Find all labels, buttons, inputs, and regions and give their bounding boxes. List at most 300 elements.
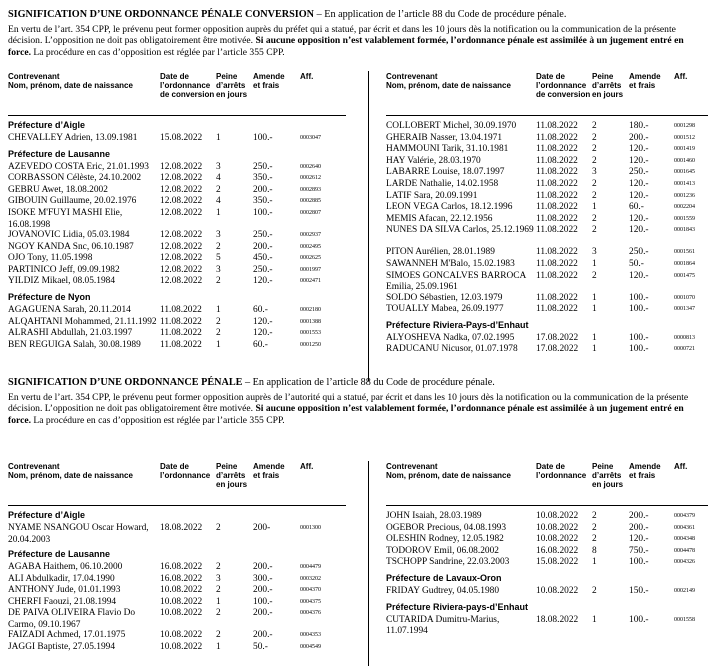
- contrevenant-name: SOLDO Sébastien, 12.03.1979: [386, 292, 503, 303]
- ordonnance-date: 10.08.2022: [536, 511, 579, 521]
- amende-frais: 60.-: [629, 202, 644, 213]
- peine-jours: 2: [592, 155, 597, 166]
- header-line: de conversion: [536, 90, 591, 99]
- amende-frais: 120.-: [629, 155, 649, 166]
- header-line: Peine: [592, 462, 614, 471]
- header-line: Aff.: [300, 72, 314, 81]
- affaire-number: 0001347: [674, 306, 695, 313]
- table-row: [8, 562, 346, 574]
- header-line: en jours: [592, 90, 624, 99]
- peine-jours: 2: [592, 585, 597, 596]
- amende-frais: 250.-: [253, 161, 273, 172]
- peine-jours: 3: [592, 247, 597, 258]
- table-header: [386, 71, 708, 116]
- contrevenant-name: TOUALLY Mabea, 26.09.1977: [386, 304, 504, 315]
- affaire-number: 0001236: [674, 192, 695, 199]
- peine-jours: 8: [592, 545, 597, 556]
- header-line: et frais: [253, 471, 280, 480]
- table-row: [8, 162, 346, 174]
- ordonnance-date: 11.08.2022: [536, 167, 578, 178]
- peine-jours: 1: [592, 614, 597, 625]
- peine-jours: 2: [592, 213, 597, 224]
- table-row: [386, 534, 708, 546]
- header-line: en jours: [592, 480, 624, 489]
- affaire-number: 0002180: [300, 306, 321, 313]
- peine-jours: 2: [592, 270, 597, 281]
- ordonnance-date: 11.08.2022: [536, 213, 578, 224]
- table-row: [386, 133, 708, 145]
- table-row: [386, 557, 708, 569]
- contrevenant-name: ISOKE M'FUYI MASHI Elie, 16.08.1998: [8, 207, 123, 230]
- ordonnance-date: 11.08.2022: [536, 121, 578, 131]
- peine-jours: 2: [592, 121, 597, 131]
- amende-frais: 200.-: [253, 241, 273, 252]
- header-line: Amende: [253, 72, 285, 81]
- column-divider: [368, 461, 369, 666]
- header-line: Aff.: [674, 72, 688, 81]
- header-peine: [592, 72, 623, 99]
- amende-frais: 100.-: [629, 614, 649, 625]
- amende-frais: 100.-: [253, 207, 273, 218]
- amende-frais: 200-: [253, 523, 271, 533]
- amende-frais: 100.-: [629, 292, 649, 303]
- header-peine: [216, 72, 247, 99]
- amende-frais: 120.-: [253, 276, 273, 287]
- contrevenant-name: GEBRU Awet, 18.08.2002: [8, 184, 108, 195]
- table-row: [8, 585, 346, 597]
- header-line: Peine: [216, 462, 238, 471]
- header-line: en jours: [216, 480, 248, 489]
- table-row: [8, 276, 346, 288]
- amende-frais: 100.-: [629, 304, 649, 315]
- ordonnance-date: 10.08.2022: [536, 522, 579, 533]
- peine-jours: 1: [216, 207, 221, 218]
- contrevenant-name: CUTARIDA Dumitru-Marius, 11.07.1994: [386, 614, 500, 637]
- header-line: l’ordonnance: [536, 471, 587, 480]
- table-header: [8, 71, 346, 116]
- ordonnance-date: 12.08.2022: [160, 207, 203, 218]
- affaire-number: 0002204: [674, 204, 695, 211]
- peine-jours: 2: [592, 522, 597, 533]
- header-peine: [592, 462, 623, 489]
- header-date: [160, 462, 210, 480]
- contrevenant-name: JOVANOVIC Lidia, 05.03.1984: [8, 229, 130, 240]
- section-intro: En vertu de l’art. 354 CPP, le prévenu peut former opposition auprès de l’autorité qui a statué, par écrit et dans les 10 jours dès la notification ou la communication de la présente décision. L’opposition ne doit pas obligatoirement être motivée. Si aucune opposition n’est valablement formée, l’ordonnance pénale est assimilée à un jugement entré en force. La procédure en cas d’opposition est réglée par l’article 355 CPP.: [8, 392, 689, 426]
- peine-jours: 1: [216, 641, 221, 652]
- amende-frais: 250.-: [629, 167, 649, 178]
- amende-frais: 120.-: [629, 144, 649, 155]
- ordonnance-date: 11.08.2022: [536, 292, 578, 303]
- ordonnance-date: 12.08.2022: [160, 241, 203, 252]
- ordonnance-date: 11.08.2022: [536, 225, 578, 236]
- contrevenant-name: NGOY KANDA Snc, 06.10.1987: [8, 241, 134, 252]
- peine-jours: 1: [592, 202, 597, 213]
- prefecture-heading: Préfecture de Nyon: [8, 291, 91, 302]
- ordonnance-date: 12.08.2022: [160, 173, 203, 184]
- amende-frais: 120.-: [253, 328, 273, 339]
- contrevenant-name: BEN REGUIGA Salah, 30.08.1989: [8, 339, 141, 350]
- ordonnance-date: 17.08.2022: [536, 344, 579, 355]
- peine-jours: 2: [592, 534, 597, 545]
- peine-jours: 1: [592, 258, 597, 269]
- contrevenant-name: LATIF Sara, 20.09.1991: [386, 190, 478, 201]
- amende-frais: 150.-: [629, 585, 649, 596]
- affaire-number: 0002612: [300, 175, 321, 182]
- affaire-number: 0002640: [300, 163, 321, 170]
- amende-frais: 120.-: [629, 213, 649, 224]
- table-row: [386, 167, 708, 179]
- peine-jours: 1: [592, 304, 597, 315]
- header-aff: [674, 72, 687, 81]
- section-intro: En vertu de l’art. 354 CPP, le prévenu peut former opposition auprès du préfet qui a statué, par écrit et dans les 10 jours dès la notification ou la communication de la présente décision. L’opposition ne doit pas obligatoirement être motivée. Si aucune opposition n’est valablement formée, l’ordonnance pénale est assimilée à un jugement entré en force. La procédure en cas d’opposition est réglée par l’article 355 CPP.: [8, 24, 684, 58]
- header-line: Contrevenant: [386, 462, 438, 471]
- ordonnance-date: 10.08.2022: [160, 596, 203, 607]
- peine-jours: 1: [592, 557, 597, 568]
- table-header: [8, 461, 346, 506]
- table-row: [386, 271, 708, 293]
- peine-jours: 1: [216, 339, 221, 350]
- ordonnance-date: 11.08.2022: [536, 247, 578, 258]
- affaire-number: 0004549: [300, 643, 321, 650]
- affaire-number: 0000721: [674, 346, 695, 353]
- peine-jours: 2: [216, 630, 221, 641]
- section-conversion: [8, 9, 708, 355]
- affaire-number: 0002149: [674, 587, 695, 594]
- header-line: Date de: [536, 72, 565, 81]
- affaire-number: 0001558: [674, 616, 695, 623]
- ordonnance-date: 11.08.2022: [536, 202, 578, 213]
- contrevenant-name: ALQAHTANI Mohammed, 21.11.1992: [8, 316, 157, 327]
- ordonnance-date: 11.08.2022: [536, 190, 578, 201]
- table-row: [386, 511, 708, 523]
- peine-jours: 3: [216, 573, 221, 584]
- affaire-number: 0001460: [674, 157, 695, 164]
- section-ordonnance: [8, 377, 708, 652]
- table-header: [386, 461, 708, 506]
- peine-jours: 2: [592, 144, 597, 155]
- header-line: Peine: [592, 72, 614, 81]
- table-row: [386, 546, 708, 558]
- header-date: [536, 72, 590, 99]
- header-name: [8, 72, 133, 90]
- affaire-number: 0002495: [300, 243, 321, 250]
- affaire-number: 0000813: [674, 334, 695, 341]
- header-line: de conversion: [160, 90, 215, 99]
- header-line: Amende: [629, 72, 661, 81]
- ordonnance-date: 11.08.2022: [160, 339, 202, 350]
- table-row: [8, 230, 346, 242]
- affaire-number: 0004375: [300, 598, 321, 605]
- contrevenant-name: OGEBOR Precious, 04.08.1993: [386, 522, 507, 533]
- table-row: [386, 202, 708, 214]
- header-aff: [300, 72, 313, 81]
- peine-jours: 2: [216, 316, 221, 327]
- affaire-number: 0003202: [300, 575, 321, 582]
- peine-jours: 2: [592, 511, 597, 521]
- table-row: [8, 305, 346, 317]
- table-row: [8, 317, 346, 329]
- affaire-number: 0003047: [300, 135, 321, 141]
- table-row: [386, 523, 708, 535]
- amende-frais: 100.-: [253, 596, 273, 607]
- contrevenant-name: CORBASSON Célèste, 24.10.2002: [8, 173, 142, 184]
- peine-jours: 4: [216, 173, 221, 184]
- ordonnance-date: 11.08.2022: [160, 316, 202, 327]
- affaire-number: 0004370: [300, 587, 321, 594]
- contrevenant-name: TSCHOPP Sandrine, 22.03.2003: [386, 557, 510, 568]
- affaire-number: 0004361: [674, 524, 695, 531]
- affaire-number: 0002893: [300, 186, 321, 193]
- prefecture-heading: Préfecture de Lausanne: [8, 549, 111, 559]
- affaire-number: 0001843: [674, 227, 695, 234]
- prefecture-heading: Préfecture de Lausanne: [8, 148, 111, 159]
- table-row: [8, 253, 346, 265]
- header-date: [536, 462, 586, 480]
- ordonnance-date: 12.08.2022: [160, 161, 203, 172]
- header-line: l’ordonnance: [160, 81, 211, 90]
- column-divider: [368, 71, 369, 381]
- contrevenant-name: DE PAIVA OLIVEIRA Flavio Do Carmo, 09.10.1967: [8, 608, 136, 630]
- amende-frais: 200.-: [629, 522, 649, 533]
- header-date: [160, 72, 214, 99]
- ordonnance-date: 15.08.2022: [536, 557, 579, 568]
- peine-jours: 2: [592, 178, 597, 189]
- peine-jours: 2: [592, 225, 597, 236]
- contrevenant-name: SAWANNEH M'Balo, 15.02.1983: [386, 258, 515, 269]
- contrevenant-name: AGAGUENA Sarah, 20.11.2014: [8, 304, 131, 315]
- table-row: [8, 642, 346, 654]
- ordonnance-date: 16.08.2022: [160, 573, 203, 584]
- table-row: [8, 630, 346, 642]
- table-row: [386, 615, 708, 637]
- ordonnance-date: 12.08.2022: [160, 229, 203, 240]
- table-row: [386, 121, 708, 133]
- header-line: Aff.: [300, 462, 314, 471]
- affaire-number: 0002885: [300, 198, 321, 205]
- ordonnance-date: 10.08.2022: [160, 630, 203, 641]
- affaire-number: 0004379: [674, 513, 695, 519]
- left-column: [8, 461, 346, 654]
- affaire-number: 0004326: [674, 559, 695, 566]
- header-line: d’arrêts: [592, 81, 622, 90]
- prefecture-heading: Préfecture Riviera-pays-d’Enhaut: [386, 601, 529, 612]
- peine-jours: 2: [216, 241, 221, 252]
- right-column: [386, 71, 708, 356]
- header-line: Amende: [253, 462, 285, 471]
- table-row: [8, 574, 346, 586]
- ordonnance-date: 11.08.2022: [536, 270, 578, 281]
- contrevenant-name: GIBOUIN Guillaume, 20.02.1976: [8, 196, 137, 207]
- contrevenant-name: AZEVEDO COSTA Eric, 21.01.1993: [8, 161, 149, 172]
- ordonnance-date: 12.08.2022: [160, 276, 203, 287]
- right-column: [386, 461, 708, 637]
- prefecture-heading: Préfecture d’Aigle: [8, 510, 86, 520]
- ordonnance-date: 11.08.2022: [536, 304, 578, 315]
- header-amende: [629, 72, 661, 90]
- amende-frais: 180.-: [629, 121, 649, 131]
- contrevenant-name: MEMIS Afacan, 22.12.1956: [386, 213, 493, 224]
- peine-jours: 3: [216, 229, 221, 240]
- contrevenant-name: ALI Abdulkadir, 17.04.1990: [8, 573, 115, 584]
- contrevenant-name: ANTHONY Jude, 01.01.1993: [8, 585, 121, 596]
- table-row: [8, 328, 346, 340]
- contrevenant-name: YILDIZ Mikael, 08.05.1984: [8, 276, 116, 287]
- amende-frais: 200.-: [253, 608, 273, 619]
- affaire-number: 0001250: [300, 341, 321, 348]
- affaire-number: 0002625: [300, 255, 321, 262]
- header-line: d’arrêts: [216, 81, 246, 90]
- contrevenant-name: CHERFI Faouzi, 21.08.1994: [8, 596, 117, 607]
- affaire-number: 0001864: [674, 260, 695, 267]
- amende-frais: 120.-: [629, 178, 649, 189]
- contrevenant-name: PARTINICO Jeff, 09.09.1982: [8, 264, 120, 275]
- left-column: [8, 71, 346, 351]
- contrevenant-name: JAGGI Baptiste, 27.05.1994: [8, 641, 116, 652]
- contrevenant-name: LEON VEGA Carlos, 18.12.1996: [386, 202, 513, 213]
- affaire-number: 0004353: [300, 632, 321, 639]
- amende-frais: 200.-: [253, 184, 273, 195]
- peine-jours: 1: [216, 304, 221, 315]
- affaire-number: 0001475: [674, 272, 695, 279]
- amende-frais: 120.-: [629, 190, 649, 201]
- ordonnance-date: 18.08.2022: [160, 523, 203, 533]
- header-name: [386, 72, 511, 90]
- ordonnance-date: 11.08.2022: [536, 178, 578, 189]
- contrevenant-name: CHEVALLEY Adrien, 13.09.1981: [8, 133, 138, 143]
- ordonnance-date: 12.08.2022: [160, 264, 203, 275]
- header-line: Nom, prénom, date de naissance: [386, 471, 511, 480]
- affaire-number: 0001300: [300, 525, 321, 531]
- ordonnance-date: 11.08.2022: [160, 328, 202, 339]
- header-peine: [216, 462, 247, 489]
- amende-frais: 350.-: [253, 173, 273, 184]
- contrevenant-name: HAY Valérie, 28.03.1970: [386, 155, 481, 166]
- affaire-number: 0001559: [674, 215, 695, 222]
- ordonnance-date: 10.08.2022: [160, 585, 203, 596]
- affaire-number: 0004478: [674, 547, 695, 554]
- header-line: Aff.: [674, 462, 688, 471]
- amende-frais: 200.-: [253, 630, 273, 641]
- ordonnance-date: 15.08.2022: [160, 133, 203, 143]
- peine-jours: 2: [216, 523, 221, 533]
- peine-jours: 2: [216, 184, 221, 195]
- peine-jours: 5: [216, 253, 221, 264]
- table-row: [386, 586, 708, 598]
- contrevenant-name: OLESHIN Rodney, 12.05.1982: [386, 534, 504, 545]
- ordonnance-date: 12.08.2022: [160, 184, 203, 195]
- ordonnance-date: 16.08.2022: [536, 545, 579, 556]
- amende-frais: 50.-: [629, 258, 644, 269]
- ordonnance-date: 11.08.2022: [536, 258, 578, 269]
- header-line: en jours: [216, 90, 248, 99]
- ordonnance-date: 11.08.2022: [536, 155, 578, 166]
- affaire-number: 0001070: [674, 294, 695, 301]
- affaire-number: 0001298: [674, 123, 695, 129]
- ordonnance-date: 12.08.2022: [160, 196, 203, 207]
- affaire-number: 0001553: [300, 330, 321, 337]
- peine-jours: 2: [592, 132, 597, 143]
- table-row: [8, 185, 346, 197]
- table-row: [8, 597, 346, 609]
- contrevenant-name: TODOROV Emil, 06.08.2002: [386, 545, 499, 556]
- header-line: et frais: [629, 471, 656, 480]
- affaire-number: 0001997: [300, 266, 321, 273]
- peine-jours: 2: [216, 585, 221, 596]
- ordonnance-date: 18.08.2022: [536, 614, 579, 625]
- contrevenant-name: JOHN Isaiah, 28.03.1989: [386, 511, 482, 521]
- affaire-number: 0002937: [300, 231, 321, 238]
- contrevenant-name: COLLOBERT Michel, 30.09.1970: [386, 121, 517, 131]
- affaire-number: 0002471: [300, 278, 321, 285]
- prefecture-heading: Préfecture de Lavaux-Oron: [386, 572, 502, 583]
- peine-jours: 2: [216, 608, 221, 619]
- amende-frais: 100.-: [629, 557, 649, 568]
- contrevenant-name: NUNES DA SILVA Carlos, 25.12.1969: [386, 225, 534, 236]
- amende-frais: 200.-: [253, 585, 273, 596]
- amende-frais: 60.-: [253, 339, 268, 350]
- amende-frais: 250.-: [253, 229, 273, 240]
- table-row: [386, 225, 708, 247]
- header-line: Contrevenant: [386, 72, 438, 81]
- table-row: [386, 333, 708, 345]
- affaire-number: 0004348: [674, 536, 695, 543]
- ordonnance-date: 10.08.2022: [160, 641, 203, 652]
- table-row: [386, 247, 708, 259]
- header-line: l’ordonnance: [160, 471, 211, 480]
- affaire-number: 0001419: [674, 146, 695, 153]
- amende-frais: 60.-: [253, 304, 268, 315]
- header-line: Peine: [216, 72, 238, 81]
- amende-frais: 450.-: [253, 253, 273, 264]
- amende-frais: 100.-: [629, 344, 649, 355]
- table-row: [386, 144, 708, 156]
- ordonnance-date: 11.08.2022: [536, 144, 578, 155]
- header-line: et frais: [629, 81, 656, 90]
- header-line: Amende: [629, 462, 661, 471]
- ordonnance-date: 10.08.2022: [536, 534, 579, 545]
- table-row: [8, 265, 346, 277]
- table-row: [386, 156, 708, 168]
- table-row: [8, 608, 346, 630]
- header-aff: [674, 462, 687, 471]
- header-line: Nom, prénom, date de naissance: [8, 471, 133, 480]
- amende-frais: 350.-: [253, 196, 273, 207]
- affaire-number: 0002807: [300, 209, 321, 216]
- contrevenant-name: LABARRE Louise, 18.07.1997: [386, 167, 505, 178]
- peine-jours: 3: [592, 167, 597, 178]
- header-name: [386, 462, 511, 480]
- ordonnance-date: 10.08.2022: [536, 585, 579, 596]
- section-title: SIGNIFICATION D’UNE ORDONNANCE PÉNALE CONVERSION – En application de l’article 88 du Code de procédure pénale.: [8, 9, 567, 20]
- header-line: et frais: [253, 81, 280, 90]
- contrevenant-name: AGABA Haithem, 06.10.2000: [8, 562, 123, 572]
- prefecture-heading: Préfecture d’Aigle: [8, 120, 86, 130]
- peine-jours: 3: [216, 161, 221, 172]
- header-line: d’arrêts: [216, 471, 246, 480]
- affaire-number: 0004479: [300, 564, 321, 570]
- table-row: [8, 242, 346, 254]
- amende-frais: 120.-: [253, 316, 273, 327]
- contrevenant-name: FAIZADI Achmed, 17.01.1975: [8, 630, 126, 641]
- amende-frais: 200.-: [629, 511, 649, 521]
- header-line: Nom, prénom, date de naissance: [8, 81, 133, 90]
- table-row: [8, 196, 346, 208]
- header-line: Contrevenant: [8, 72, 60, 81]
- affaire-number: 0004376: [300, 610, 321, 617]
- ordonnance-date: 11.08.2022: [160, 304, 202, 315]
- peine-jours: 4: [216, 196, 221, 207]
- affaire-number: 0001645: [674, 169, 695, 176]
